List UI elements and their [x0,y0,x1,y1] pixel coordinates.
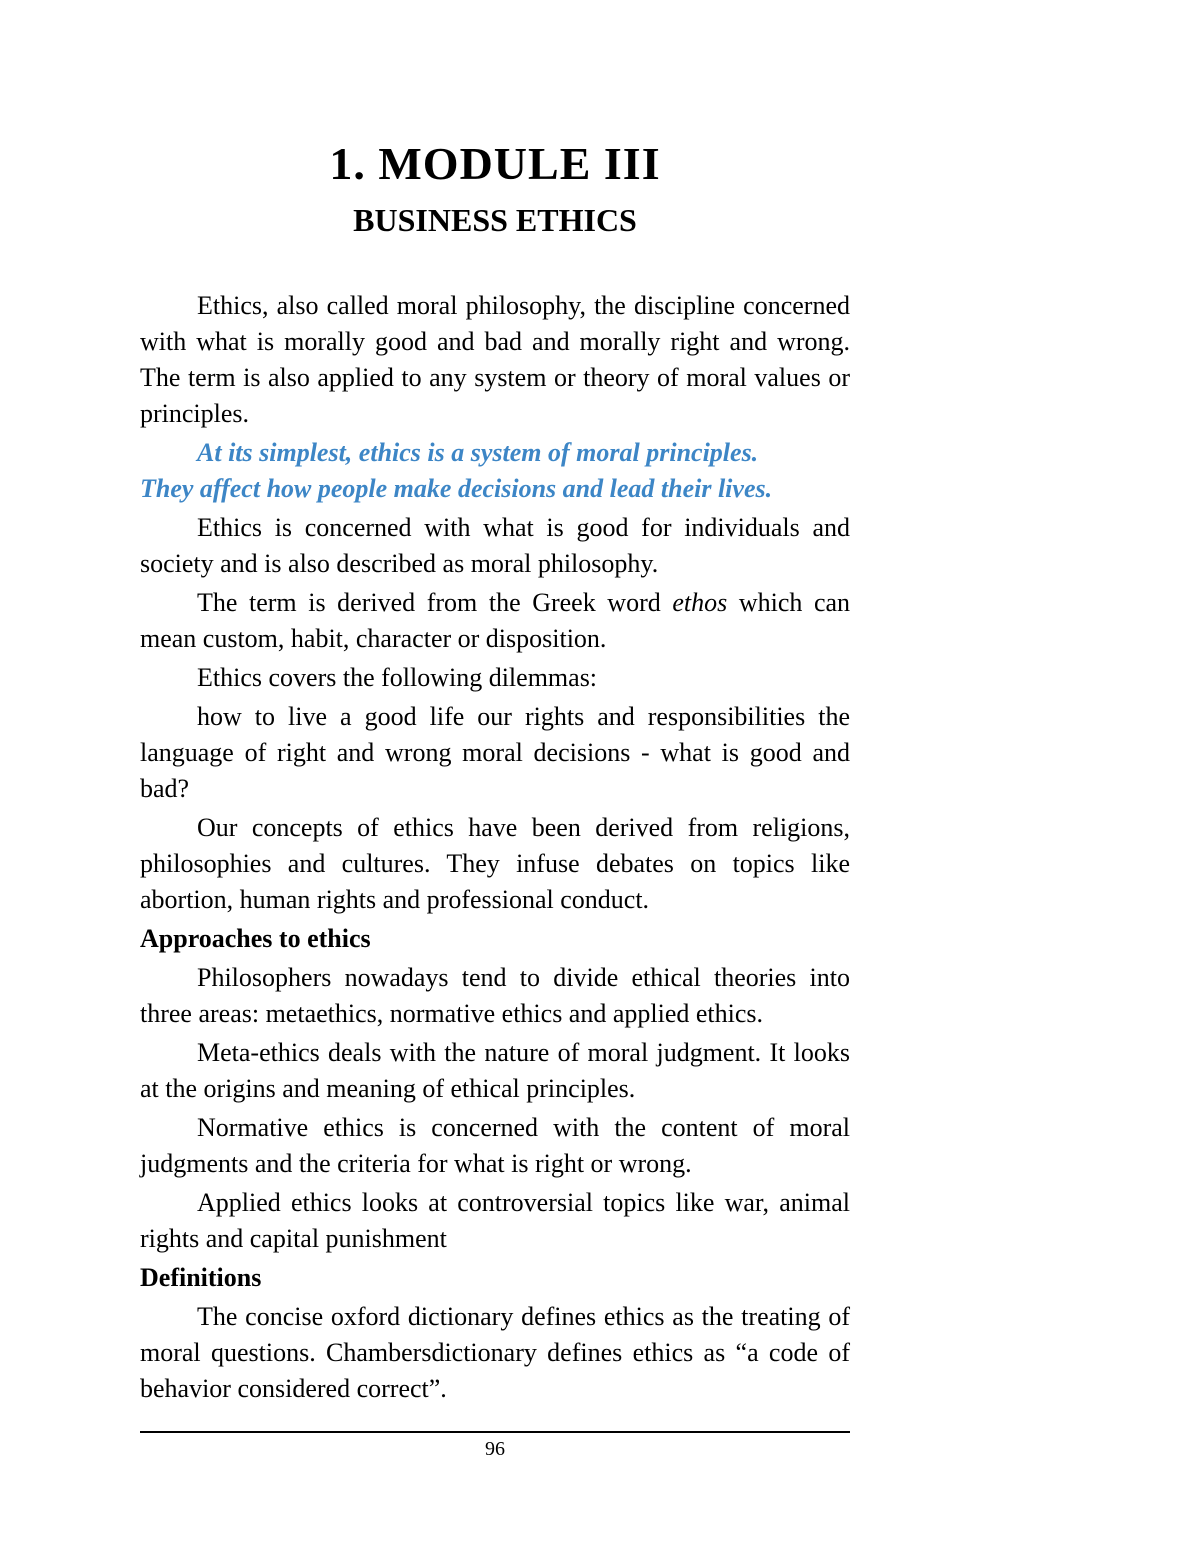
body-text [140,288,850,1410]
heading-definitions: Definitions [140,1263,262,1292]
highlight-line-1: At its simplest, ethics is a system of moral principles. [197,438,759,467]
paragraph-concepts-origin: Our concepts of ethics have been derived from religions, philosophies and cultures. They infuse debates on topics like abortion, human rights and professional conduct. [140,813,850,914]
module-subtitle: BUSINESS ETHICS [353,202,637,238]
page-number: 96 [485,1438,505,1460]
paragraph-dictionary-definitions: The concise oxford dictionary defines ethics as the treating of moral questions. Chambersdictionary defines ethics as “a code of behavior considered correct”. [140,1302,850,1403]
greek-word-ethos: ethos [672,588,728,617]
greek-origin-lead: The term is derived from the Greek word [197,588,661,617]
module-title: 1. MODULE III [329,138,661,189]
paragraph-dilemmas-list: how to live a good life our rights and responsibilities the language of right and wrong moral decisions - what is good and bad? [140,702,850,803]
paragraph-normative-ethics: Normative ethics is concerned with the content of moral judgments and the criteria for what is right or wrong. [140,1113,850,1178]
paragraph-greek-origin [140,585,850,657]
paragraph-meta-ethics: Meta-ethics deals with the nature of moral judgment. It looks at the origins and meaning of ethical principles. [140,1038,850,1103]
heading-approaches: Approaches to ethics [140,924,371,953]
paragraph-three-areas: Philosophers nowadays tend to divide ethical theories into three areas: metaethics, normative ethics and applied ethics. [140,963,850,1028]
paragraph-ethics-definition: Ethics, also called moral philosophy, the discipline concerned with what is morally good and bad and morally right and wrong. The term is also applied to any system or theory of moral values or principles. [140,291,850,428]
greek-origin-tail: which can mean custom, habit, character or disposition. [140,588,851,653]
paragraph-dilemmas-intro: Ethics covers the following dilemmas: [197,663,598,692]
footer-divider [140,1431,850,1433]
paragraph-ethics-concern: Ethics is concerned with what is good for individuals and society and is also described as moral philosophy. [140,513,850,578]
paragraph-applied-ethics: Applied ethics looks at controversial topics like war, animal rights and capital punishment [140,1188,850,1253]
highlight-quote [140,435,850,507]
highlight-line-2: They affect how people make decisions and lead their lives. [140,474,773,503]
